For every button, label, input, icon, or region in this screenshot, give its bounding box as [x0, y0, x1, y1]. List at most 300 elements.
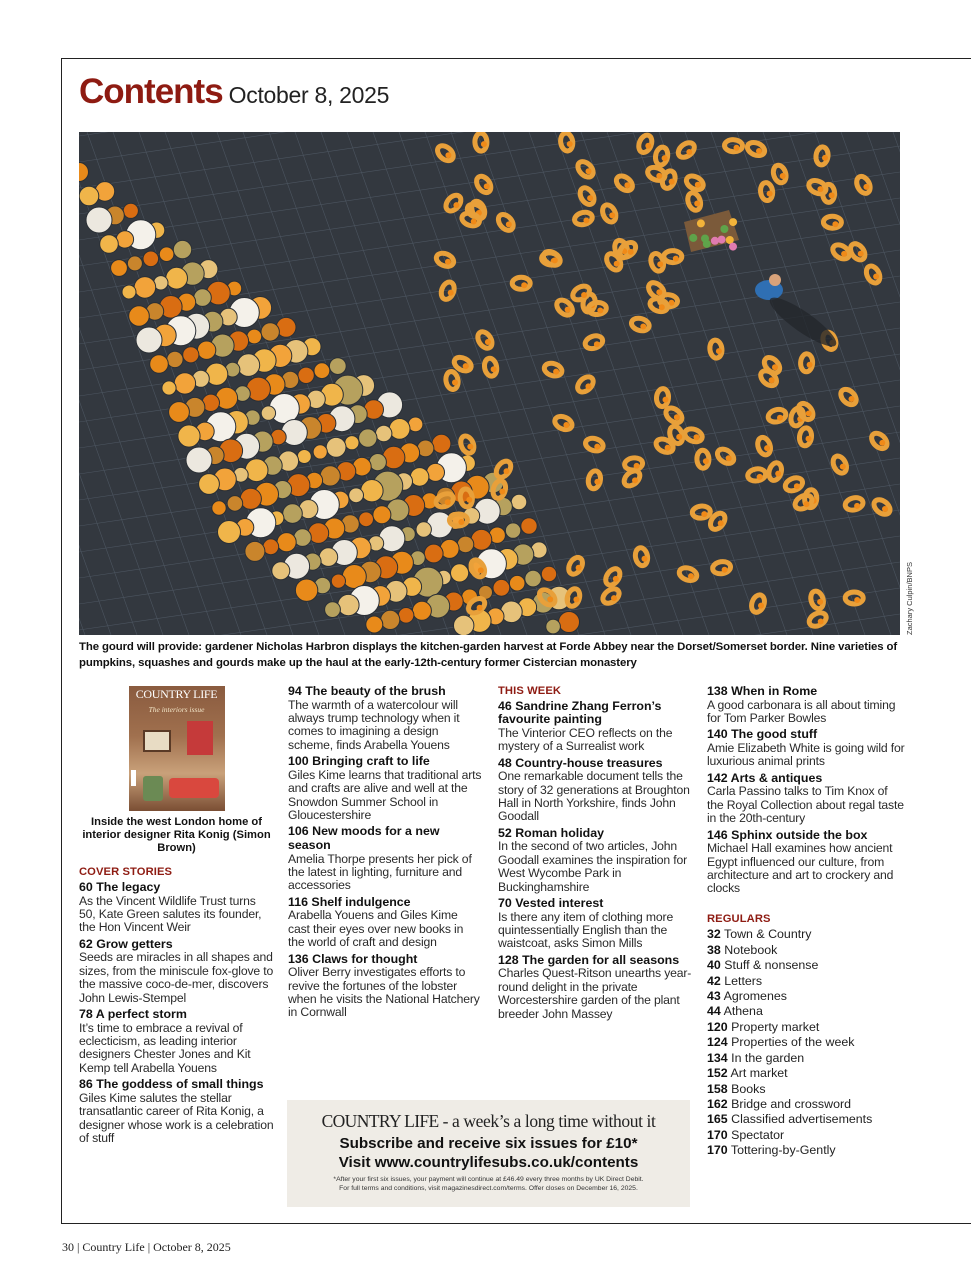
gourd-tip	[484, 183, 490, 189]
gourd-tip	[634, 463, 640, 469]
gourd-tip	[734, 145, 740, 151]
regular-page-number: 134	[707, 1050, 728, 1065]
gourd-tip	[583, 218, 589, 224]
promo-tagline: - a week’s a long time without it	[438, 1111, 656, 1131]
regular-page-number: 152	[707, 1066, 728, 1081]
cover-story-item-standfirst: As the Vincent Wildlife Trust turns 50, Kate Green salutes its founder, the Hon Vincent Weir	[79, 893, 262, 935]
pumpkin	[432, 434, 451, 453]
gourd-tip	[841, 251, 847, 257]
lifestyle-item-headline: 138 When in Rome	[707, 684, 818, 698]
gourd-tip	[840, 464, 846, 470]
photo-credit: Zachary Culpin/BNPS	[905, 562, 914, 635]
pumpkin	[297, 450, 311, 464]
gourd-tip	[624, 182, 630, 188]
pumpkin	[366, 616, 383, 633]
this-week-item[interactable]	[498, 827, 695, 894]
regular-name: Tottering-by-Gently	[730, 1143, 836, 1158]
pumpkin	[541, 566, 556, 581]
gourd-tip	[849, 396, 855, 402]
pumpkin	[199, 474, 220, 495]
feature-item-headline: 106 New moods for a new season	[288, 824, 440, 853]
lifestyle-item-headline: 142 Arts & antiques	[707, 770, 823, 785]
pumpkin	[129, 306, 150, 327]
regular-item[interactable]	[707, 1128, 905, 1143]
gourd-tip	[567, 141, 573, 147]
feature-item[interactable]	[288, 896, 482, 950]
regular-item[interactable]	[707, 1004, 905, 1019]
regular-name: Bridge and crossword	[731, 1096, 851, 1111]
pumpkin	[143, 251, 159, 267]
feature-item[interactable]	[288, 825, 482, 892]
feature-item-headline: 116 Shelf indulgence	[288, 894, 411, 909]
gourd-tip	[716, 348, 722, 354]
cover-masthead: COUNTRY LIFE	[135, 687, 218, 701]
regular-page-number: 124	[707, 1035, 728, 1050]
regular-item[interactable]	[707, 974, 905, 989]
contents-heading: Contents	[79, 72, 223, 111]
gourd-tip	[804, 501, 810, 507]
gourd-tip	[466, 497, 472, 503]
pumpkin	[319, 548, 338, 567]
pumpkin	[521, 518, 537, 534]
gourd-tip	[703, 458, 709, 464]
gardener-head	[769, 274, 781, 286]
feature-item-headline: 94 The beauty of the brush	[288, 684, 446, 698]
pumpkin	[123, 203, 138, 218]
pumpkin	[261, 406, 275, 420]
gourd-tip	[467, 444, 473, 450]
pumpkin	[167, 351, 183, 367]
gourd-tip	[659, 304, 665, 310]
pumpkin	[416, 522, 431, 537]
this-week-list	[498, 700, 695, 1021]
pumpkin	[376, 425, 392, 441]
gourd-tip	[665, 445, 671, 451]
cover-story-item[interactable]	[79, 1078, 274, 1145]
pumpkin	[247, 329, 262, 344]
issue-date: October 8, 2025	[228, 82, 390, 108]
gourd-tip	[586, 168, 592, 174]
gourd-tip	[576, 565, 582, 571]
gourd-tip	[701, 511, 707, 517]
regular-page-number: 44	[707, 1004, 721, 1019]
pumpkin	[174, 373, 195, 394]
pumpkin	[246, 377, 270, 401]
pumpkin	[162, 381, 176, 395]
cover-story-item-headline: 60 The legacy	[79, 879, 161, 894]
pumpkin	[338, 594, 359, 615]
gourd-tip	[817, 599, 823, 605]
lifestyle-item-standfirst: Carla Passino talks to Tim Knox of the Royal Collection about regal taste in the 20th-century	[707, 784, 904, 826]
regular-item[interactable]	[707, 1020, 905, 1035]
cover-art-shape	[187, 721, 213, 755]
gourd-tip	[882, 506, 888, 512]
gourd-tip	[767, 191, 773, 197]
pumpkin	[525, 570, 542, 587]
pumpkin	[122, 285, 136, 299]
gourd-tip	[463, 363, 469, 369]
pumpkin	[111, 260, 128, 277]
regular-page-number: 42	[707, 973, 721, 988]
cover-story-item[interactable]	[79, 938, 274, 1005]
subscription-promo[interactable]	[287, 1100, 690, 1207]
regular-item[interactable]	[707, 1143, 905, 1158]
gourd-tip	[499, 489, 505, 495]
feature-item-standfirst: Amelia Thorpe presents her pick of the latest in lighting, furniture and accessories	[288, 851, 472, 893]
gourd-tip	[597, 308, 603, 314]
regulars-list	[707, 927, 905, 1158]
pumpkin	[173, 240, 191, 258]
produce	[689, 234, 697, 242]
gourd-tip	[832, 221, 838, 227]
gourd-tip	[632, 477, 638, 483]
cover-story-item-standfirst: Seeds are miracles in all shapes and sizes, from the miniscule fox-glove to the massive coco-de-mer, discovers John Lewis-Stempel	[79, 950, 274, 1005]
pumpkin	[373, 506, 391, 524]
regular-page-number: 40	[707, 958, 721, 973]
regular-name: Letters	[724, 973, 763, 988]
promo-url[interactable]: Visit www.countrylifesubs.co.uk/contents	[338, 1154, 639, 1171]
pumpkin	[389, 419, 410, 440]
pumpkin	[178, 425, 200, 447]
pumpkin	[127, 256, 142, 271]
gourd-tip	[613, 576, 619, 582]
page-folio: 30 | Country Life | October 8, 2025	[62, 1240, 231, 1254]
this-week-item-headline: 52 Roman holiday	[498, 825, 605, 840]
this-week-heading: THIS WEEK	[498, 685, 562, 697]
gourd-tip	[642, 556, 648, 562]
regular-page-number: 43	[707, 989, 721, 1004]
lifestyle-item[interactable]	[707, 772, 905, 826]
this-week-item[interactable]	[498, 897, 695, 951]
gourd-tip	[547, 596, 553, 602]
cover-stories-list	[79, 881, 274, 1145]
feature-item-standfirst: Giles Kime learns that traditional arts and crafts are alive and well at the Snowdon Summer School in Gloucestershire	[288, 767, 482, 823]
pumpkin	[314, 363, 330, 379]
this-week-item-standfirst: Charles Quest-Ritson unearths year-round delight in the private Worcestershire garden of the plant breeder John Massey	[498, 966, 692, 1021]
pumpkin	[342, 565, 366, 589]
feature-item-standfirst: The warmth of a watercolour will always trump technology when it comes to imagining a design scheme, finds Arabella Youens	[288, 697, 460, 752]
pumpkin	[272, 562, 290, 580]
gourd-tip	[822, 155, 828, 161]
column-cover	[79, 685, 274, 1148]
promo-offer: Subscribe and receive six issues for £10*	[339, 1135, 638, 1152]
column-lifestyle	[707, 685, 905, 1159]
pumpkin	[509, 575, 525, 591]
promo-brand: COUNTRY LIFE	[321, 1111, 439, 1131]
gourd-tip	[818, 619, 824, 625]
lifestyle-item[interactable]	[707, 728, 905, 768]
pumpkin	[349, 488, 364, 503]
gourd-tip	[863, 184, 869, 190]
gourd-tip	[656, 173, 662, 179]
pumpkin	[197, 341, 215, 359]
cover-story-item-headline: 86 The goddess of small things	[79, 1077, 264, 1092]
gourd-tip	[585, 383, 591, 389]
gourd-tip	[458, 519, 464, 525]
pumpkin	[326, 437, 346, 457]
gourd-tip	[491, 366, 497, 372]
this-week-item-headline: 128 The garden for all seasons	[498, 952, 680, 967]
cover-subtitle: The interiors issue	[148, 705, 205, 714]
gourd-tip	[594, 341, 600, 347]
regular-item[interactable]	[707, 1066, 905, 1081]
gourd-tip	[448, 290, 454, 296]
pumpkin	[359, 429, 377, 447]
pumpkin	[511, 494, 527, 510]
gourd-tip	[611, 595, 617, 601]
pumpkin	[150, 355, 169, 374]
pumpkin	[412, 601, 431, 620]
cover-story-item-headline: 62 Grow getters	[79, 936, 173, 951]
gourd-tip	[445, 259, 451, 265]
gourd-tip	[794, 483, 800, 489]
regular-item[interactable]	[707, 943, 905, 958]
gourd-tip	[452, 380, 458, 386]
gourd-tip	[445, 499, 451, 505]
gourd-tip	[594, 444, 600, 450]
gourd-tip	[829, 192, 835, 198]
regular-item[interactable]	[707, 1097, 905, 1112]
gourd-tip	[594, 479, 600, 485]
cover-caption: Inside the west London home of interior designer Rita Konig (Simon Brown)	[82, 816, 271, 854]
gourd-tip	[478, 567, 484, 573]
gourd-tip	[686, 149, 692, 155]
produce	[697, 219, 705, 227]
gourd-tip	[565, 307, 571, 313]
pumpkin	[345, 436, 359, 450]
pumpkin	[451, 564, 469, 582]
pumpkin	[166, 267, 188, 289]
this-week-item[interactable]	[498, 700, 695, 754]
regular-name: Classified advertisements	[731, 1112, 873, 1127]
pumpkin	[237, 354, 260, 377]
gourd-tip	[506, 221, 512, 227]
lifestyle-item[interactable]	[707, 829, 905, 896]
gourd-tip	[645, 143, 651, 149]
regular-name: Books	[731, 1081, 766, 1096]
gourd-tip	[722, 567, 728, 573]
cover-sofa-shape	[169, 778, 219, 798]
pumpkin	[298, 367, 314, 383]
gourd-tip	[757, 474, 763, 480]
pumpkin	[86, 207, 112, 233]
regular-name: Art market	[730, 1066, 788, 1081]
regular-name: In the garden	[731, 1050, 805, 1065]
gourd-tip	[504, 468, 510, 474]
pumpkin	[169, 402, 190, 423]
gourd-tip	[669, 179, 675, 185]
gourd-tip	[481, 141, 487, 147]
promo-fine-print	[287, 1175, 690, 1193]
pumpkin	[159, 247, 174, 262]
cover-story-item-standfirst: Giles Kime salutes the stellar transatlantic career of Rita Konig, a designer whose work is a celebration of stuff	[79, 1090, 274, 1146]
gourd-tip	[854, 503, 860, 509]
regular-name: Property market	[731, 1019, 820, 1034]
pumpkin	[505, 523, 520, 538]
promo-fine-line-2: For full terms and conditions, visit magazinesdirect.com/terms. Offer closes on December 16, 2025.	[339, 1185, 638, 1192]
feature-item[interactable]	[288, 755, 482, 822]
pumpkin	[283, 504, 303, 524]
gourd-tip	[657, 261, 663, 267]
gourd-tip	[676, 434, 682, 440]
regular-page-number: 162	[707, 1096, 728, 1111]
regular-page-number: 120	[707, 1019, 728, 1034]
magazine-cover-thumbnail[interactable]	[129, 686, 225, 811]
gourd-tip	[609, 212, 615, 218]
gourd-tip	[756, 148, 762, 154]
regular-item[interactable]	[707, 1082, 905, 1097]
this-week-item-headline: 70 Vested interest	[498, 896, 604, 911]
this-week-item[interactable]	[498, 757, 695, 824]
cover-story-item[interactable]	[79, 881, 274, 935]
regular-page-number: 32	[707, 927, 721, 942]
cover-painting-shape	[143, 730, 171, 752]
gourd-tip	[477, 605, 483, 611]
gourd-tip	[663, 397, 669, 403]
produce	[711, 237, 719, 245]
regular-page-number: 170	[707, 1143, 728, 1158]
pumpkin	[454, 615, 474, 635]
page-title	[79, 72, 389, 112]
pumpkin	[325, 602, 341, 618]
cover-story-item-standfirst: It’s time to embrace a revival of eclecticism, as leading interior designers Chester Jones and Kit Kemp tell Arabella Youens	[79, 1020, 251, 1075]
gourd-tip	[694, 201, 700, 207]
regular-name: Town & Country	[724, 927, 812, 942]
gourd-tip	[726, 455, 732, 461]
gourd-tip	[573, 597, 579, 603]
gourd-tip	[695, 182, 701, 188]
this-week-item-headline: 46 Sandrine Zhang Ferron’s favourite painting	[498, 698, 662, 727]
cover-stories-heading: COVER STORIES	[79, 866, 173, 879]
feature-item-headline: 100 Bringing craft to life	[288, 754, 430, 769]
regular-page-number: 158	[707, 1081, 728, 1096]
pumpkin	[320, 466, 340, 486]
pumpkin	[100, 235, 119, 254]
pumpkin	[79, 186, 99, 206]
regulars-heading: REGULARS	[707, 912, 771, 925]
promo-fine-line-1: *After your first six issues, your payment will continue at £46.49 every three months by UK Direct Debit.	[333, 1176, 644, 1183]
gourd-tip	[662, 155, 668, 161]
pumpkin	[410, 468, 429, 487]
regular-name: Spectator	[731, 1127, 785, 1142]
regular-name: Stuff & nonsense	[724, 958, 819, 973]
lifestyle-item-headline: 146 Sphinx outside the box	[707, 827, 868, 842]
this-week-item-standfirst: In the second of two articles, John Goodall examines the inspiration for West Wycombe Park in Buckinghamshire	[498, 839, 688, 894]
gourd-harvest-photo	[79, 132, 900, 635]
pumpkin	[457, 536, 474, 553]
this-week-item-standfirst: Is there any item of clothing more quintessentially English than the waistcoat, asks Simon Mills	[498, 909, 674, 951]
this-week-item[interactable]	[498, 954, 695, 1021]
gourd-tip	[806, 436, 812, 442]
produce	[720, 225, 728, 233]
cover-barcode-shape	[131, 770, 136, 786]
pumpkin	[424, 544, 443, 563]
regular-item[interactable]	[707, 1112, 905, 1127]
regular-name: Athena	[723, 1004, 763, 1019]
cover-story-item[interactable]	[79, 1008, 274, 1075]
gourd-tip	[614, 261, 620, 267]
pumpkin	[134, 277, 156, 299]
pumpkin	[261, 323, 279, 341]
produce	[729, 243, 737, 251]
produce	[729, 218, 737, 226]
pumpkin	[212, 501, 226, 515]
gourd-tip	[777, 415, 783, 421]
promo-brand-line	[287, 1111, 690, 1132]
regular-item[interactable]	[707, 927, 905, 942]
regular-page-number: 165	[707, 1112, 728, 1127]
pumpkin	[277, 533, 296, 552]
cover-chair-shape	[143, 776, 163, 801]
gourd-tip	[521, 282, 527, 288]
feature-item[interactable]	[288, 953, 482, 1020]
pumpkin	[381, 610, 400, 629]
pumpkin	[186, 447, 212, 473]
pumpkin	[359, 512, 374, 527]
gourd-tip	[485, 339, 491, 345]
column-this-week	[498, 685, 695, 1024]
regular-item[interactable]	[707, 958, 905, 973]
this-week-item-standfirst: The Vinterior CEO reflects on the mystery of a Surrealist work	[498, 725, 673, 754]
regular-name: Agromenes	[723, 989, 787, 1004]
pumpkin	[369, 454, 386, 471]
this-week-item-standfirst: One remarkable document tells the story of 32 generations at Broughton Hall in North Yorkshire, finds John Goodall	[498, 769, 690, 824]
gourd-tip	[553, 369, 559, 375]
pumpkin	[183, 347, 199, 363]
gourd-tip	[640, 324, 646, 330]
lifestyle-item[interactable]	[707, 685, 905, 725]
this-week-item-headline: 48 Country-house treasures	[498, 755, 663, 770]
pumpkin	[313, 445, 327, 459]
gourd-tip	[688, 573, 694, 579]
gourd-tip	[563, 422, 569, 428]
photo-caption: The gourd will provide: gardener Nicholas Harbron displays the kitchen-garden harvest at Forde Abbey near the Dorset/Somerset border. Nine varieties of pumpkins, squashes and gourds make up the haul at the early-12th-century former Cistercian monastery	[79, 641, 898, 669]
gourd-tip	[581, 292, 587, 298]
gourd-tip	[656, 289, 662, 295]
lifestyle-item-standfirst: A good carbonara is all about timing for Tom Parker Bowles	[707, 697, 896, 725]
cover-block	[79, 686, 274, 854]
regular-item[interactable]	[707, 989, 905, 1004]
produce	[718, 236, 726, 244]
regular-item[interactable]	[707, 1051, 905, 1066]
regular-item[interactable]	[707, 1035, 905, 1050]
regular-name: Properties of the week	[731, 1035, 855, 1050]
gourd-tip	[758, 603, 764, 609]
regular-name: Notebook	[724, 942, 778, 957]
gourd-tip	[807, 362, 813, 368]
gourd-tip	[873, 274, 879, 280]
pumpkin	[559, 612, 580, 633]
pumpkin	[331, 574, 345, 588]
feature-item[interactable]	[288, 685, 482, 752]
pumpkin	[546, 619, 561, 634]
regular-page-number: 170	[707, 1127, 728, 1142]
gourd-tip	[879, 440, 885, 446]
feature-item-headline: 136 Claws for thought	[288, 951, 418, 966]
gourd-tip	[780, 173, 786, 179]
lifestyle-item-headline: 140 The good stuff	[707, 727, 818, 742]
lifestyle-item-standfirst: Amie Elizabeth White is going wild for luxurious animal prints	[707, 741, 905, 769]
feature-item-standfirst: Oliver Berry investigates efforts to revive the fortunes of the lobster when he visits the National Hatchery in Cornwall	[288, 965, 480, 1020]
pumpkin	[493, 579, 510, 596]
produce	[703, 240, 711, 248]
pumpkin	[329, 358, 346, 375]
pumpkin	[136, 327, 162, 353]
gourd-tip	[694, 434, 700, 440]
pumpkin	[227, 496, 243, 512]
gourd-tip	[673, 256, 679, 262]
pumpkin	[194, 289, 212, 307]
